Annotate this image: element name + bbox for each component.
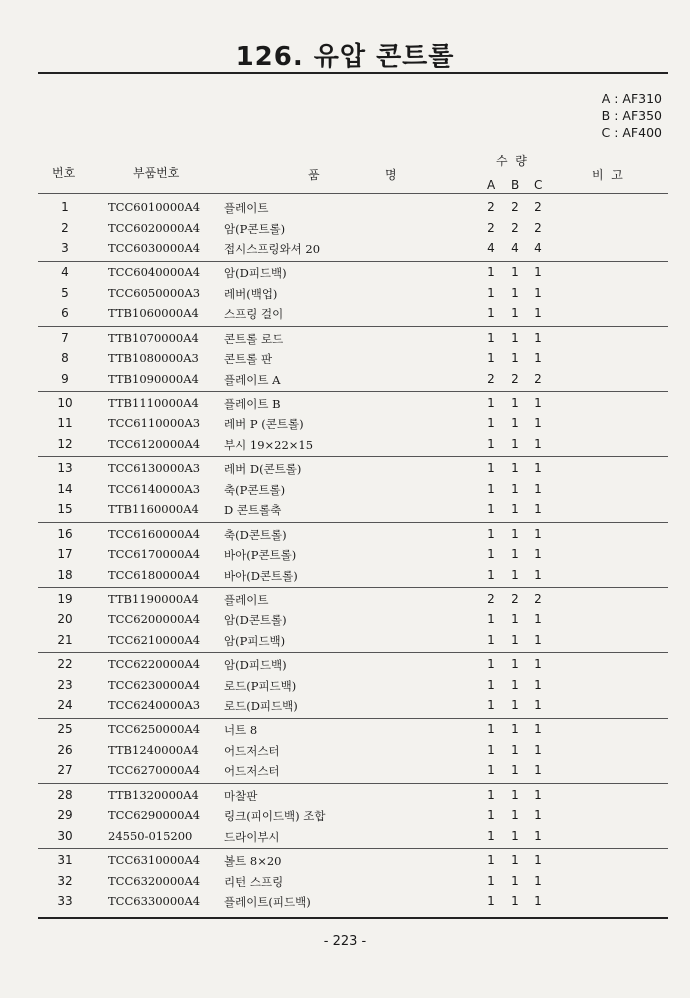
cell-name: 콘트롤 로드 (224, 331, 284, 346)
cell-part: TCC6330000A4 (108, 894, 201, 908)
cell-name: 암(P피드백) (224, 633, 286, 648)
cell-a: 1 (487, 567, 495, 582)
cell-name: 로드(D피드백) (224, 699, 298, 714)
cell-num: 4 (61, 265, 69, 280)
cell-num: 9 (61, 371, 69, 386)
cell-name: 레버(백업) (224, 286, 278, 301)
cell-part: TCC6180000A4 (108, 567, 201, 582)
cell-name: 너트 8 (224, 723, 258, 738)
cell-c: 1 (534, 461, 542, 476)
cell-num: 22 (57, 657, 73, 672)
cell-a: 2 (487, 371, 495, 386)
group-separator (38, 391, 668, 392)
cell-name: 암(D콘트롤) (224, 613, 287, 628)
cell-num: 12 (57, 436, 73, 451)
cell-a: 1 (487, 828, 495, 843)
cell-part: TCC6140000A3 (108, 481, 201, 496)
cell-b: 1 (511, 351, 519, 366)
header-name-2: 명 (385, 168, 397, 182)
header-num: 번호 (52, 166, 76, 180)
header-qty-b: B (511, 178, 520, 192)
cell-b: 1 (511, 395, 519, 410)
cell-c: 1 (534, 828, 542, 843)
page-title: 126. 유압 콘트롤 (235, 42, 455, 72)
cell-part: TCC6170000A4 (108, 547, 201, 561)
cell-num: 23 (57, 677, 73, 692)
cell-b: 1 (511, 416, 519, 431)
cell-part: 24550-015200 (108, 828, 193, 843)
cell-name: 어드저스터 (224, 764, 280, 779)
cell-name: 부시 19×22×15 (224, 437, 314, 452)
cell-num: 19 (57, 591, 73, 606)
cell-name: 레버 D(콘트롤) (224, 462, 302, 477)
cell-name: 플레이트(피드백) (224, 895, 311, 909)
table-row (0, 286, 690, 306)
cell-c: 1 (534, 722, 542, 737)
cell-a: 1 (487, 481, 495, 496)
cell-part: TCC6050000A3 (108, 285, 201, 300)
cell-part: TTB1110000A4 (108, 395, 199, 410)
cell-name: 볼트 8×20 (224, 854, 282, 868)
cell-c: 1 (534, 306, 542, 321)
cell-num: 24 (57, 698, 73, 713)
cell-b: 1 (511, 461, 519, 476)
table-row (0, 568, 690, 588)
table-row (0, 502, 690, 522)
cell-num: 27 (57, 763, 73, 778)
cell-part: TTB1080000A3 (108, 351, 199, 366)
table-row (0, 612, 690, 632)
cell-a: 1 (487, 502, 495, 517)
cell-c: 4 (534, 241, 542, 255)
cell-a: 1 (487, 763, 495, 778)
cell-c: 1 (534, 436, 542, 451)
cell-c: 1 (534, 677, 542, 692)
table-row (0, 351, 690, 371)
table-row (0, 657, 690, 677)
cell-a: 1 (487, 787, 495, 802)
cell-num: 7 (61, 330, 69, 345)
cell-num: 3 (61, 241, 69, 255)
cell-b: 1 (511, 612, 519, 627)
cell-name: 플레이트 B (224, 396, 281, 411)
cell-part: TTB1240000A4 (108, 742, 199, 757)
cell-part: TCC6210000A4 (108, 632, 201, 647)
cell-b: 1 (511, 763, 519, 778)
cell-b: 1 (511, 657, 519, 672)
cell-part: TCC6320000A4 (108, 873, 201, 888)
cell-c: 1 (534, 481, 542, 496)
cell-name: 접시스프링와셔 20 (224, 242, 321, 256)
cell-a: 2 (487, 200, 495, 214)
cell-b: 1 (511, 808, 519, 823)
cell-b: 1 (511, 567, 519, 582)
cell-b: 1 (511, 677, 519, 692)
cell-a: 1 (487, 657, 495, 672)
cell-name: 어드저스터 (224, 743, 280, 758)
cell-a: 1 (487, 436, 495, 451)
cell-part: TCC6230000A4 (108, 677, 201, 692)
cell-a: 1 (487, 853, 495, 867)
group-separator (38, 522, 668, 523)
group-separator (38, 848, 668, 849)
cell-b: 1 (511, 526, 519, 541)
cell-b: 1 (511, 894, 519, 908)
cell-num: 10 (57, 395, 73, 410)
cell-a: 4 (487, 241, 495, 255)
cell-c: 2 (534, 220, 542, 235)
model-legend (562, 90, 662, 141)
cell-num: 32 (57, 873, 73, 888)
cell-name: 마찰판 (224, 788, 258, 803)
cell-c: 1 (534, 395, 542, 410)
cell-a: 1 (487, 698, 495, 713)
cell-a: 1 (487, 395, 495, 410)
cell-part: TTB1320000A4 (108, 787, 199, 802)
cell-a: 1 (487, 632, 495, 647)
cell-part: TCC6310000A4 (108, 853, 201, 867)
cell-c: 1 (534, 547, 542, 561)
table-row (0, 592, 690, 612)
cell-c: 1 (534, 787, 542, 802)
cell-c: 1 (534, 698, 542, 713)
table-row (0, 437, 690, 457)
cell-part: TCC6040000A4 (108, 265, 201, 280)
cell-c: 1 (534, 873, 542, 888)
cell-a: 1 (487, 894, 495, 908)
cell-num: 8 (61, 351, 69, 366)
cell-name: 플레이트 (224, 201, 269, 215)
cell-num: 25 (57, 722, 73, 737)
cell-part: TCC6010000A4 (108, 200, 201, 214)
table-row (0, 396, 690, 416)
table-row (0, 221, 690, 241)
cell-b: 1 (511, 502, 519, 517)
table-row (0, 633, 690, 653)
cell-name: 로드(P피드백) (224, 678, 297, 693)
cell-b: 1 (511, 436, 519, 451)
cell-c: 1 (534, 632, 542, 647)
cell-a: 1 (487, 547, 495, 561)
cell-c: 2 (534, 200, 542, 214)
cell-a: 2 (487, 591, 495, 606)
cell-c: 1 (534, 502, 542, 517)
cell-b: 4 (511, 241, 519, 255)
cell-b: 1 (511, 787, 519, 802)
table-row (0, 788, 690, 808)
cell-b: 1 (511, 265, 519, 280)
cell-a: 1 (487, 265, 495, 280)
group-separator (38, 456, 668, 457)
cell-num: 33 (57, 894, 73, 908)
cell-part: TCC6200000A4 (108, 612, 201, 627)
group-separator (38, 783, 668, 784)
cell-b: 1 (511, 742, 519, 757)
model-c: C : AF400 (601, 125, 662, 140)
cell-part: TTB1190000A4 (108, 591, 199, 606)
cell-a: 1 (487, 461, 495, 476)
cell-a: 1 (487, 351, 495, 366)
table-row (0, 722, 690, 742)
table-row (0, 874, 690, 894)
cell-part: TCC6240000A3 (108, 698, 201, 713)
cell-c: 1 (534, 853, 542, 867)
cell-part: TTB1090000A4 (108, 371, 199, 386)
cell-part: TCC6160000A4 (108, 526, 201, 541)
cell-num: 29 (57, 808, 73, 823)
cell-a: 1 (487, 306, 495, 321)
cell-a: 1 (487, 526, 495, 541)
cell-b: 1 (511, 547, 519, 561)
cell-a: 1 (487, 677, 495, 692)
table-row (0, 894, 690, 914)
cell-b: 2 (511, 200, 519, 214)
title-rule (38, 72, 668, 74)
header-name-1: 품 (308, 168, 320, 182)
cell-c: 1 (534, 265, 542, 280)
cell-name: 축(P콘트롤) (224, 482, 286, 497)
table-row (0, 527, 690, 547)
cell-name: 축(D콘트롤) (224, 527, 287, 542)
cell-name: 드라이부시 (224, 829, 280, 844)
cell-part: TCC6120000A4 (108, 436, 201, 451)
cell-num: 5 (61, 285, 69, 300)
cell-name: 플레이트 A (224, 372, 281, 387)
cell-c: 1 (534, 567, 542, 582)
group-separator (38, 261, 668, 262)
cell-name: 리턴 스프링 (224, 874, 284, 889)
header-part: 부품번호 (133, 166, 180, 180)
cell-num: 21 (57, 632, 73, 647)
cell-b: 1 (511, 722, 519, 737)
table-row (0, 416, 690, 436)
cell-a: 1 (487, 416, 495, 431)
cell-name: 암(P콘트롤) (224, 221, 286, 236)
cell-c: 2 (534, 371, 542, 386)
cell-a: 1 (487, 742, 495, 757)
cell-c: 1 (534, 285, 542, 300)
cell-b: 1 (511, 481, 519, 496)
cell-num: 30 (57, 828, 73, 843)
table-row (0, 853, 690, 873)
cell-b: 1 (511, 873, 519, 888)
cell-c: 1 (534, 351, 542, 366)
cell-name: 암(D피드백) (224, 658, 287, 673)
cell-name: D 콘트롤축 (224, 503, 282, 518)
cell-part: TCC6290000A4 (108, 808, 201, 823)
header-qty-c: C (534, 178, 543, 192)
cell-num: 13 (57, 461, 73, 476)
cell-name: 스프링 걸이 (224, 307, 284, 322)
table-row (0, 306, 690, 326)
cell-b: 1 (511, 330, 519, 345)
cell-a: 1 (487, 330, 495, 345)
cell-num: 16 (57, 526, 73, 541)
cell-c: 1 (534, 763, 542, 778)
header-qty-a: A (487, 178, 496, 192)
cell-num: 11 (57, 416, 73, 431)
cell-name: 레버 P (콘트롤) (224, 417, 304, 432)
cell-part: TCC6020000A4 (108, 220, 201, 235)
cell-b: 2 (511, 371, 519, 386)
cell-part: TCC6030000A4 (108, 241, 201, 255)
cell-num: 15 (57, 502, 73, 517)
cell-part: TTB1160000A4 (108, 502, 199, 517)
cell-name: 바아(P콘트롤) (224, 548, 297, 562)
cell-a: 1 (487, 285, 495, 300)
cell-b: 1 (511, 853, 519, 867)
cell-a: 1 (487, 722, 495, 737)
cell-name: 암(D피드백) (224, 266, 287, 281)
table-row (0, 331, 690, 351)
cell-part: TCC6130000A3 (108, 461, 201, 476)
cell-part: TCC6110000A3 (108, 416, 201, 431)
cell-b: 1 (511, 632, 519, 647)
group-separator (38, 718, 668, 719)
cell-name: 링크(피이드백) 조합 (224, 809, 326, 824)
cell-a: 1 (487, 808, 495, 823)
cell-num: 20 (57, 612, 73, 627)
cell-num: 14 (57, 481, 73, 496)
cell-b: 1 (511, 828, 519, 843)
table-row (0, 265, 690, 285)
table-row (0, 678, 690, 698)
cell-c: 1 (534, 330, 542, 345)
cell-a: 1 (487, 612, 495, 627)
cell-part: TTB1060000A4 (108, 306, 199, 321)
cell-c: 1 (534, 416, 542, 431)
cell-a: 1 (487, 873, 495, 888)
table-row (0, 547, 690, 567)
cell-part: TCC6250000A4 (108, 722, 201, 737)
table-row (0, 482, 690, 502)
table-row (0, 241, 690, 261)
header-remark: 비 고 (592, 168, 623, 182)
cell-name: 콘트롤 판 (224, 352, 273, 367)
model-b: B : AF350 (601, 108, 662, 123)
cell-b: 1 (511, 698, 519, 713)
cell-num: 17 (57, 547, 73, 561)
table-bottom-rule (38, 917, 668, 919)
cell-num: 2 (61, 220, 69, 235)
table-row (0, 763, 690, 783)
cell-c: 1 (534, 526, 542, 541)
cell-c: 1 (534, 657, 542, 672)
table-row (0, 808, 690, 828)
table-row (0, 829, 690, 849)
cell-a: 2 (487, 220, 495, 235)
cell-num: 26 (57, 742, 73, 757)
cell-part: TCC6220000A4 (108, 657, 201, 672)
cell-c: 1 (534, 612, 542, 627)
table-row (0, 698, 690, 718)
header-separator (38, 193, 668, 194)
table-row (0, 461, 690, 481)
cell-c: 2 (534, 591, 542, 606)
cell-c: 1 (534, 894, 542, 908)
table-row (0, 743, 690, 763)
cell-num: 6 (61, 306, 69, 321)
group-separator (38, 587, 668, 588)
cell-name: 바아(D콘트롤) (224, 568, 298, 583)
cell-name: 플레이트 (224, 592, 269, 607)
table-row (0, 372, 690, 392)
cell-b: 1 (511, 285, 519, 300)
cell-b: 1 (511, 306, 519, 321)
cell-b: 2 (511, 591, 519, 606)
cell-num: 18 (57, 567, 73, 582)
cell-part: TTB1070000A4 (108, 330, 199, 345)
cell-c: 1 (534, 742, 542, 757)
page-number: - 223 - (323, 934, 367, 949)
cell-b: 2 (511, 220, 519, 235)
cell-num: 1 (61, 200, 69, 214)
header-qty: 수 량 (496, 154, 527, 168)
cell-c: 1 (534, 808, 542, 823)
cell-num: 28 (57, 787, 73, 802)
cell-part: TCC6270000A4 (108, 763, 201, 778)
group-separator (38, 326, 668, 327)
group-separator (38, 652, 668, 653)
table-row (0, 200, 690, 220)
cell-num: 31 (57, 853, 73, 867)
model-a: A : AF310 (601, 91, 662, 106)
